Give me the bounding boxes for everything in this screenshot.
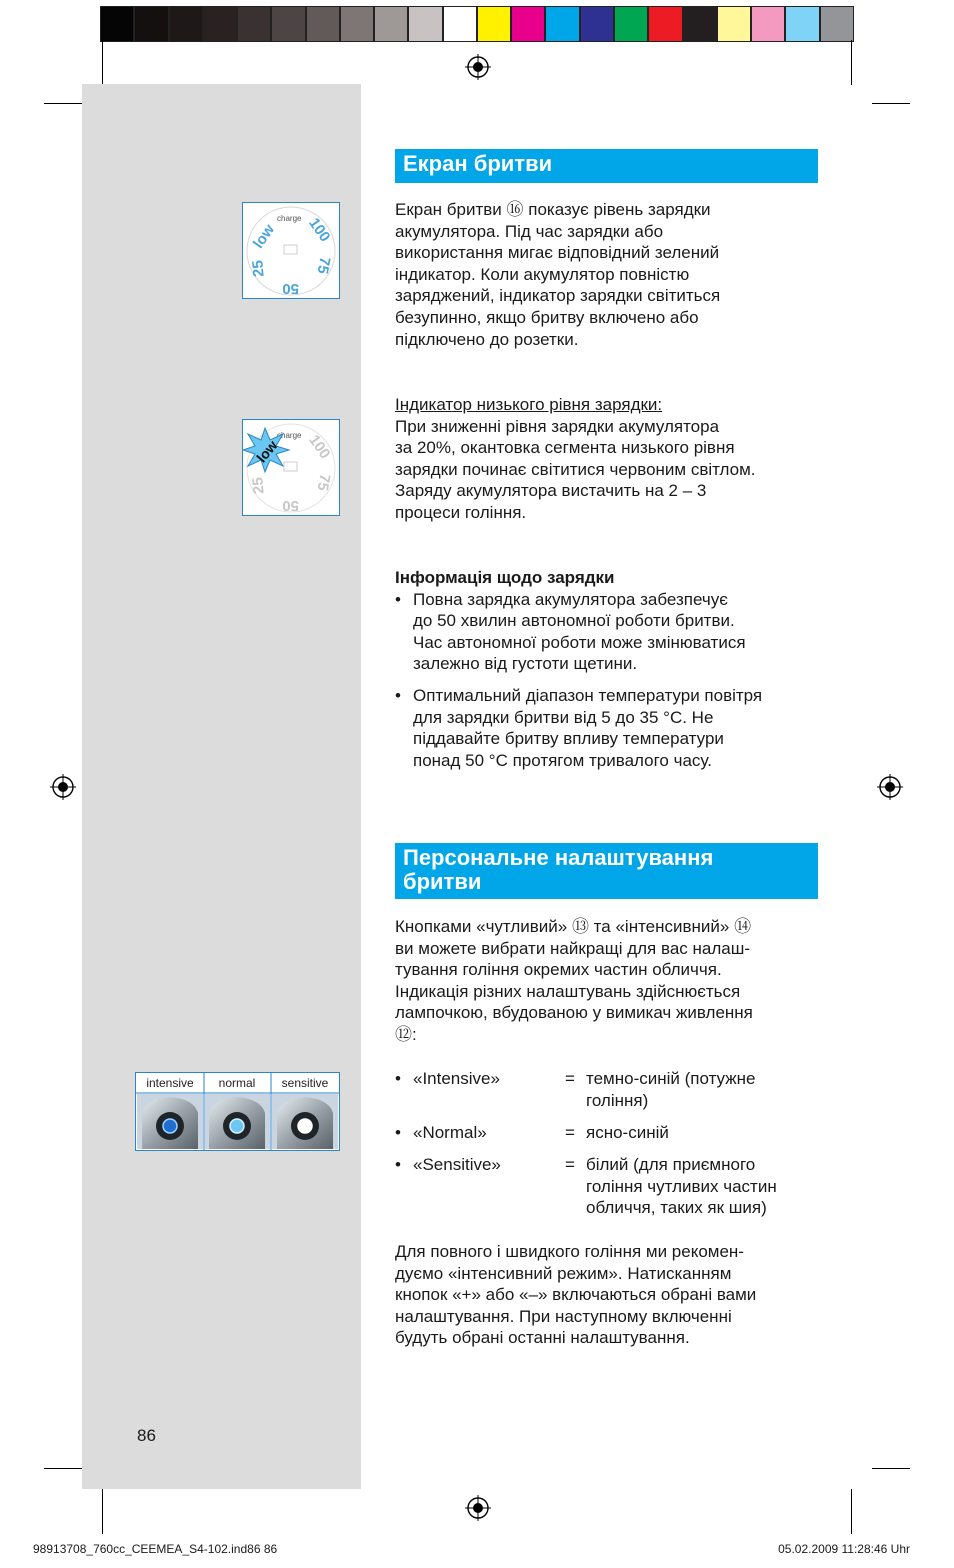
text-line: Індикація різних налаштувань здійснюється (395, 981, 741, 1001)
mode-row-sensitive (395, 1154, 820, 1220)
mode-key: • «Intensive» (395, 1068, 565, 1090)
color-swatch (648, 6, 682, 42)
normal-label: normal (218, 1076, 256, 1090)
text-line: • Повна зарядка акумулятора забезпечує (413, 589, 728, 609)
text-line: гоління) (586, 1090, 649, 1110)
text-line: зарядки починає світитися червоним світлом. (395, 459, 756, 479)
dial-charge-label: charge (277, 214, 302, 223)
low-charge-dial-icon (243, 420, 339, 515)
text-line: обличчя, таких як шия) (586, 1198, 767, 1218)
text-line: піддавайте бритву впливу температури (413, 729, 724, 749)
mode-equals: = (565, 1069, 575, 1088)
text-line: лампочкою, вбудованою у вимикач живлення (395, 1003, 753, 1023)
color-swatch (408, 6, 442, 42)
color-swatch (340, 6, 374, 42)
intensive-label: intensive (146, 1076, 194, 1090)
text-line: підключено до розетки. (395, 329, 579, 349)
color-swatch (237, 6, 271, 42)
color-swatch (100, 6, 134, 42)
color-swatch (306, 6, 340, 42)
color-swatch (717, 6, 751, 42)
text-line: темно-синій (потужне (586, 1069, 756, 1088)
text-line: тування гоління окремих частин обличчя. (395, 960, 722, 980)
crop-mark (872, 103, 910, 104)
text-line: гоління чутливих частин (586, 1176, 777, 1196)
text-line: кнопок «+» або «–» включаються обрані вами (395, 1285, 757, 1305)
text-line: Екран бритви ⑯ показує рівень зарядки (395, 200, 711, 219)
list-item (395, 685, 820, 771)
text-line: акумулятора. Під час зарядки або (395, 221, 664, 241)
low-charge-illustration (242, 419, 340, 516)
dial-50-label: 50 (282, 497, 299, 514)
mode-value (586, 1154, 816, 1219)
text-line: дуємо «інтенсивний режим». Натисканням (395, 1263, 732, 1283)
mode-equals: = (565, 1155, 575, 1174)
color-swatch (169, 6, 203, 42)
text-line: залежно від густоти щетини. (413, 654, 638, 674)
text-line: індикатор. Коли акумулятор повністю (395, 264, 690, 284)
color-swatch (614, 6, 648, 42)
mode-buttons-svg (136, 1073, 339, 1150)
color-swatch (820, 6, 854, 42)
dial-50-label: 50 (282, 280, 299, 297)
sensitive-switch-icon (272, 1094, 338, 1149)
text-line: Час автономної роботи може змінюватися (413, 632, 746, 652)
registration-mark-icon (877, 774, 903, 800)
color-swatch (545, 6, 579, 42)
charging-info-block (395, 567, 820, 771)
crop-mark (851, 1489, 852, 1534)
text-line: ⑫: (395, 1024, 417, 1044)
section-title-line: Персональне налаштування (403, 845, 714, 870)
color-swatch (271, 6, 305, 42)
footer-timestamp: 05.02.2009 11:28:46 Uhr (778, 1542, 910, 1556)
color-swatch (511, 6, 545, 42)
crop-mark (44, 103, 82, 104)
text-line: Заряду акумулятора вистачить на 2 – 3 (395, 481, 707, 501)
color-swatch (443, 6, 477, 42)
mode-value (586, 1068, 816, 1111)
dial-75-label: 75 (313, 472, 334, 493)
text-line: для зарядки бритви від 5 до 35 °C. Не (413, 707, 714, 727)
dial-low-label: low (253, 437, 281, 466)
crop-mark (102, 40, 103, 85)
section-heading-personal-settings (395, 843, 818, 899)
low-charge-title: Індикатор низького рівня зарядки: (395, 395, 663, 414)
registration-mark-icon (465, 54, 491, 80)
section-title: Екран бритви (403, 151, 553, 176)
section-heading-shaver-display (395, 149, 818, 183)
sensitive-label: sensitive (281, 1076, 329, 1090)
dial-charge-label: charge (277, 431, 302, 440)
text-line: налаштування. При наступному включенні (395, 1306, 732, 1326)
mode-row-normal (395, 1122, 820, 1144)
text-line: заряджений, індикатор зарядки світиться (395, 286, 721, 306)
crop-mark (851, 40, 852, 85)
mode-row-intensive (395, 1068, 820, 1112)
text-line: понад 50 °C протягом тривалого часу. (413, 750, 712, 770)
color-swatch (785, 6, 819, 42)
charge-dial-icon (243, 203, 339, 298)
text-line: за 20%, окантовка сегмента низького рівня (395, 438, 735, 458)
list-item (395, 589, 820, 675)
text-line: ви можете вибрати найкращі для вас налаш- (395, 938, 751, 958)
text-line: до 50 хвилин автономної роботи бритви. (413, 611, 735, 631)
mode-buttons-illustration (135, 1072, 340, 1151)
color-swatch (374, 6, 408, 42)
personal-settings-paragraph (395, 916, 820, 1046)
dial-25-label: 25 (249, 259, 268, 278)
text-line: ясно-синій (586, 1123, 669, 1142)
dial-75-label: 75 (313, 255, 334, 276)
mode-key: • «Sensitive» (395, 1154, 565, 1176)
text-line: будуть обрані останні налаштування. (395, 1328, 690, 1348)
registration-mark-icon (465, 1495, 491, 1521)
normal-switch-icon (205, 1094, 270, 1149)
intensive-switch-icon (137, 1094, 203, 1149)
crop-mark (102, 1489, 103, 1534)
mode-value (586, 1122, 816, 1144)
charging-info-title: Інформація щодо зарядки (395, 568, 615, 587)
color-swatch (683, 6, 717, 42)
color-swatch (134, 6, 168, 42)
text-line: білий (для приємного (586, 1155, 756, 1174)
recommendation-paragraph (395, 1241, 820, 1349)
mode-key: • «Normal» (395, 1122, 565, 1144)
text-line: використання мигає відповідний зелений (395, 243, 720, 263)
page-number: 86 (137, 1426, 156, 1445)
crop-mark (872, 1468, 910, 1469)
color-calibration-bar (100, 6, 854, 42)
text-line: При зниженні рівня зарядки акумулятора (395, 416, 720, 436)
low-charge-paragraph (395, 394, 820, 524)
text-line: безупинно, якщо бритву включено або (395, 307, 699, 327)
section-title-line: бритви (403, 869, 482, 894)
dial-100-label: 100 (305, 431, 334, 463)
text-line: Для повного і швидкого гоління ми рекомен- (395, 1242, 744, 1261)
mode-equals: = (565, 1123, 575, 1142)
dial-low-label: low (249, 221, 279, 252)
color-swatch (580, 6, 614, 42)
text-line: процеси гоління. (395, 502, 527, 522)
dial-100-label: 100 (305, 214, 334, 246)
charge-display-illustration (242, 202, 340, 299)
color-swatch (477, 6, 511, 42)
footer-file-info: 98913708_760cc_CEEMEA_S4-102.ind86 86 (33, 1542, 278, 1556)
registration-mark-icon (50, 774, 76, 800)
crop-mark (44, 1468, 82, 1469)
color-swatch (203, 6, 237, 42)
shaver-display-paragraph (395, 199, 820, 350)
color-swatch (751, 6, 785, 42)
text-line: • Оптимальний діапазон температури повітря (413, 685, 763, 705)
dial-25-label: 25 (249, 476, 268, 495)
text-line: Кнопками «чутливий» ⑬ та «інтенсивний» ⑭ (395, 917, 752, 936)
